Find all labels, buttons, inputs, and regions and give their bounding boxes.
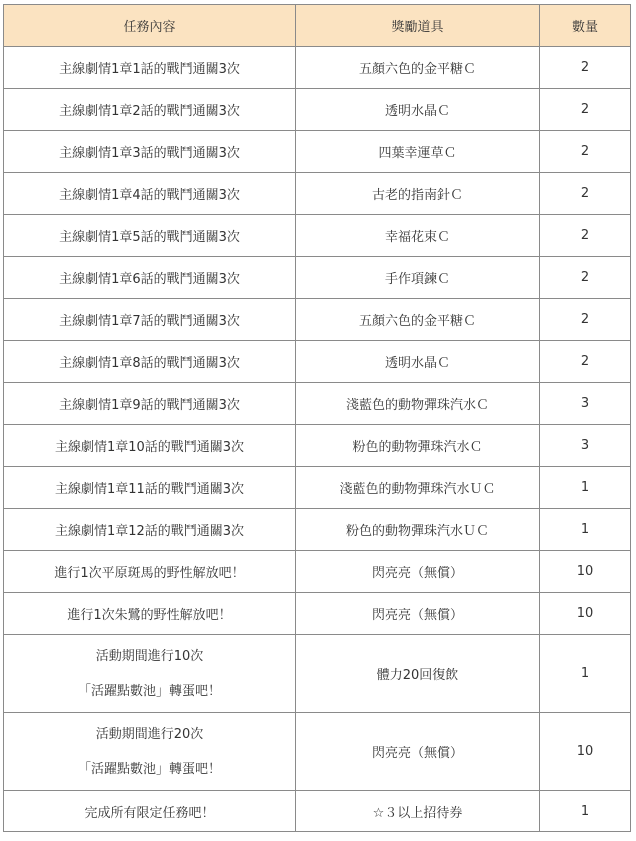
quantity-cell: 3 [540,383,631,425]
table-row [4,257,631,299]
task-cell [4,467,296,509]
task-cell [4,425,296,467]
task-cell [4,509,296,551]
task-text: 主線劇情1章4話的戰鬥通關3次 [59,188,240,203]
table-row [4,173,631,215]
quantity-cell: 3 [540,425,631,467]
task-cell [4,215,296,257]
reward-cell: 五顏六色的金平糖Ｃ [296,47,540,89]
quantity-cell: 2 [540,89,631,131]
task-cell [4,713,296,791]
task-text: 主線劇情1章1話的戰鬥通關3次 [59,62,240,77]
task-text: 進行1次平原斑馬的野性解放吧！ [54,566,245,581]
task-cell [4,299,296,341]
reward-cell: 淺藍色的動物彈珠汽水ＵＣ [296,467,540,509]
table-row [4,131,631,173]
table-row [4,215,631,257]
reward-cell: 透明水晶Ｃ [296,341,540,383]
task-text: 主線劇情1章10話的戰鬥通關3次 [54,440,245,455]
quantity-cell: 10 [540,551,631,593]
task-cell [4,131,296,173]
quantity-cell: 2 [540,47,631,89]
header-quantity: 數量 [540,5,631,47]
task-cell [4,383,296,425]
quantity-cell: 1 [540,509,631,551]
task-text: 「活躍點數池」轉蛋吧！ [77,683,221,699]
quantity-cell: 2 [540,173,631,215]
quantity-cell: 2 [540,299,631,341]
table-row [4,425,631,467]
task-text: 活動期間進行20次 [95,726,204,742]
reward-cell: 淺藍色的動物彈珠汽水Ｃ [296,383,540,425]
table-header-row [4,5,631,47]
quantity-cell: 10 [540,713,631,791]
reward-cell: 四葉幸運草Ｃ [296,131,540,173]
quantity-cell: 10 [540,593,631,635]
task-text: 活動期間進行10次 [95,648,204,664]
quantity-cell: 1 [540,635,631,713]
reward-cell: 透明水晶Ｃ [296,89,540,131]
task-text: 主線劇情1章9話的戰鬥通關3次 [59,398,240,413]
table-body [4,47,631,832]
mission-reward-table [3,4,631,832]
task-cell [4,173,296,215]
table-row [4,593,631,635]
table-row [4,341,631,383]
task-text: 主線劇情1章2話的戰鬥通關3次 [59,104,240,119]
quantity-cell: 1 [540,791,631,832]
task-text: 主線劇情1章7話的戰鬥通關3次 [59,314,240,329]
reward-cell: ☆３以上招待券 [296,791,540,832]
task-cell [4,551,296,593]
table-row [4,509,631,551]
table-row [4,383,631,425]
reward-cell: 閃亮亮（無償） [296,713,540,791]
quantity-cell: 2 [540,257,631,299]
table-row [4,467,631,509]
task-cell [4,47,296,89]
table-row [4,791,631,832]
table-row [4,47,631,89]
table-row [4,713,631,791]
task-cell [4,341,296,383]
table-row [4,635,631,713]
task-text: 主線劇情1章11話的戰鬥通關3次 [54,482,245,497]
table-row [4,89,631,131]
task-cell [4,257,296,299]
quantity-cell: 1 [540,467,631,509]
reward-cell: 幸福花束Ｃ [296,215,540,257]
quantity-cell: 2 [540,131,631,173]
reward-cell: 體力20回復飲 [296,635,540,713]
task-text: 完成所有限定任務吧！ [84,805,215,821]
task-text: 主線劇情1章3話的戰鬥通關3次 [59,146,240,161]
task-text: 主線劇情1章8話的戰鬥通關3次 [59,356,240,371]
task-text: 主線劇情1章12話的戰鬥通關3次 [54,524,245,539]
table-row [4,299,631,341]
task-text: 主線劇情1章6話的戰鬥通關3次 [59,272,240,287]
task-text: 主線劇情1章5話的戰鬥通關3次 [59,230,240,245]
quantity-cell: 2 [540,215,631,257]
header-reward: 獎勵道具 [296,5,540,47]
reward-cell: 閃亮亮（無償） [296,593,540,635]
reward-cell: 古老的指南針Ｃ [296,173,540,215]
task-cell [4,635,296,713]
table-row [4,551,631,593]
task-text: 「活躍點數池」轉蛋吧！ [77,761,221,777]
reward-cell: 粉色的動物彈珠汽水Ｃ [296,425,540,467]
task-cell [4,89,296,131]
task-cell [4,791,296,832]
reward-cell: 手作項鍊Ｃ [296,257,540,299]
reward-cell: 閃亮亮（無償） [296,551,540,593]
task-cell [4,593,296,635]
header-task: 任務內容 [4,5,296,47]
quantity-cell: 2 [540,341,631,383]
reward-cell: 粉色的動物彈珠汽水ＵＣ [296,509,540,551]
reward-cell: 五顏六色的金平糖Ｃ [296,299,540,341]
task-text: 進行1次朱鷺的野性解放吧！ [67,608,232,623]
